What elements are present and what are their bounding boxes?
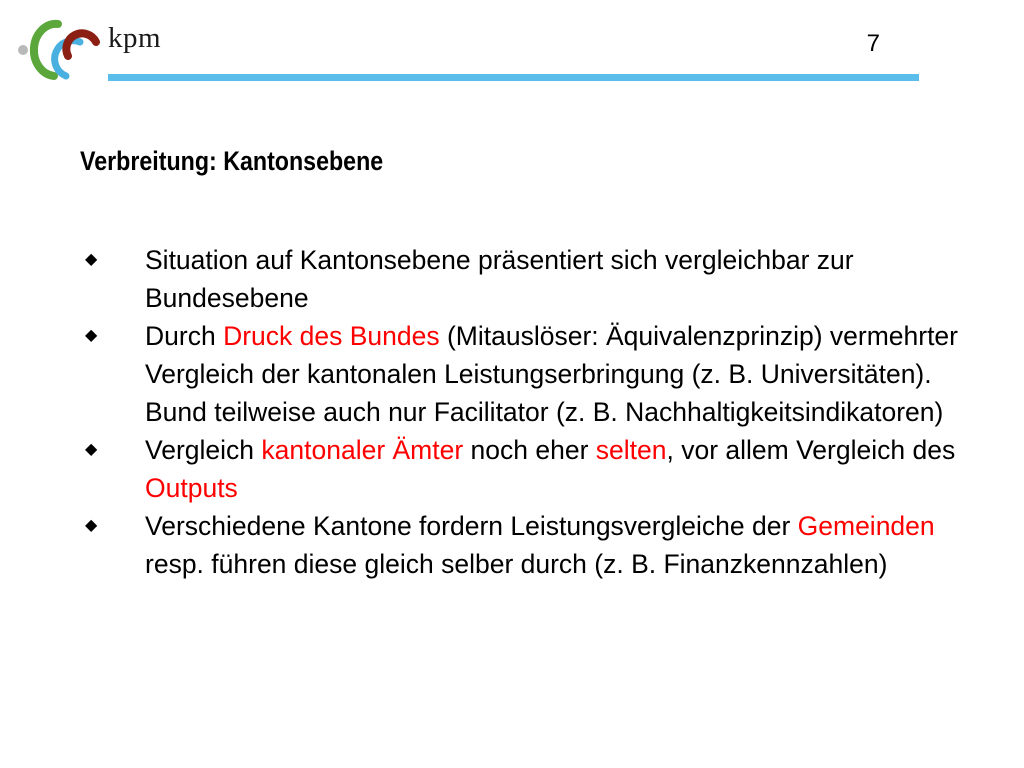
- diamond-bullet-icon: ◆: [85, 251, 98, 268]
- bullet-text: Vergleich: [145, 435, 262, 465]
- diamond-bullet-icon: ◆: [85, 441, 98, 458]
- logo-gray-dot: [18, 45, 28, 55]
- highlight-text: Outputs: [145, 473, 238, 503]
- logo-text: kpm: [108, 22, 162, 54]
- highlight-text: kantonaler Ämter: [261, 435, 464, 465]
- diamond-bullet-icon: ◆: [85, 517, 98, 534]
- page-number: 7: [866, 30, 880, 57]
- diamond-bullet-icon: ◆: [85, 327, 98, 344]
- bullet-text: Situation auf Kantonsebene präsentiert sich vergleichbar zur Bundesebene: [145, 245, 854, 313]
- bullet-text: , vor allem Vergleich des: [666, 435, 956, 465]
- bullet-item: [80, 431, 1000, 507]
- bullet-list: [80, 241, 1000, 583]
- bullet-item: [80, 507, 1000, 583]
- bullet-text: resp. führen diese gleich selber durch (z. B. Finanzkennzahlen): [145, 549, 888, 579]
- bullet-text: (Mitauslöser: Äquivalenzprinzip) vermehrter Vergleich der kantonalen Leistungserbringung (z. B. Universitäten). Bund teilweise auch nur Facilitator (z. B. Nachhaltigkeitsindikatoren): [145, 321, 958, 427]
- bullet-text: Verschiedene Kantone fordern Leistungsvergleiche der: [145, 511, 798, 541]
- highlight-text: Druck des Bundes: [223, 321, 440, 351]
- highlight-text: Gemeinden: [797, 511, 935, 541]
- slide-title: Verbreitung: Kantonsebene: [80, 146, 384, 176]
- bullet-item: [80, 317, 1000, 431]
- bullet-text: noch eher: [463, 435, 596, 465]
- kpm-logo-mark: [14, 12, 114, 82]
- highlight-text: selten: [595, 435, 667, 465]
- header-rule: [108, 74, 919, 81]
- bullet-item: [80, 241, 1000, 317]
- bullet-text: Durch: [145, 321, 224, 351]
